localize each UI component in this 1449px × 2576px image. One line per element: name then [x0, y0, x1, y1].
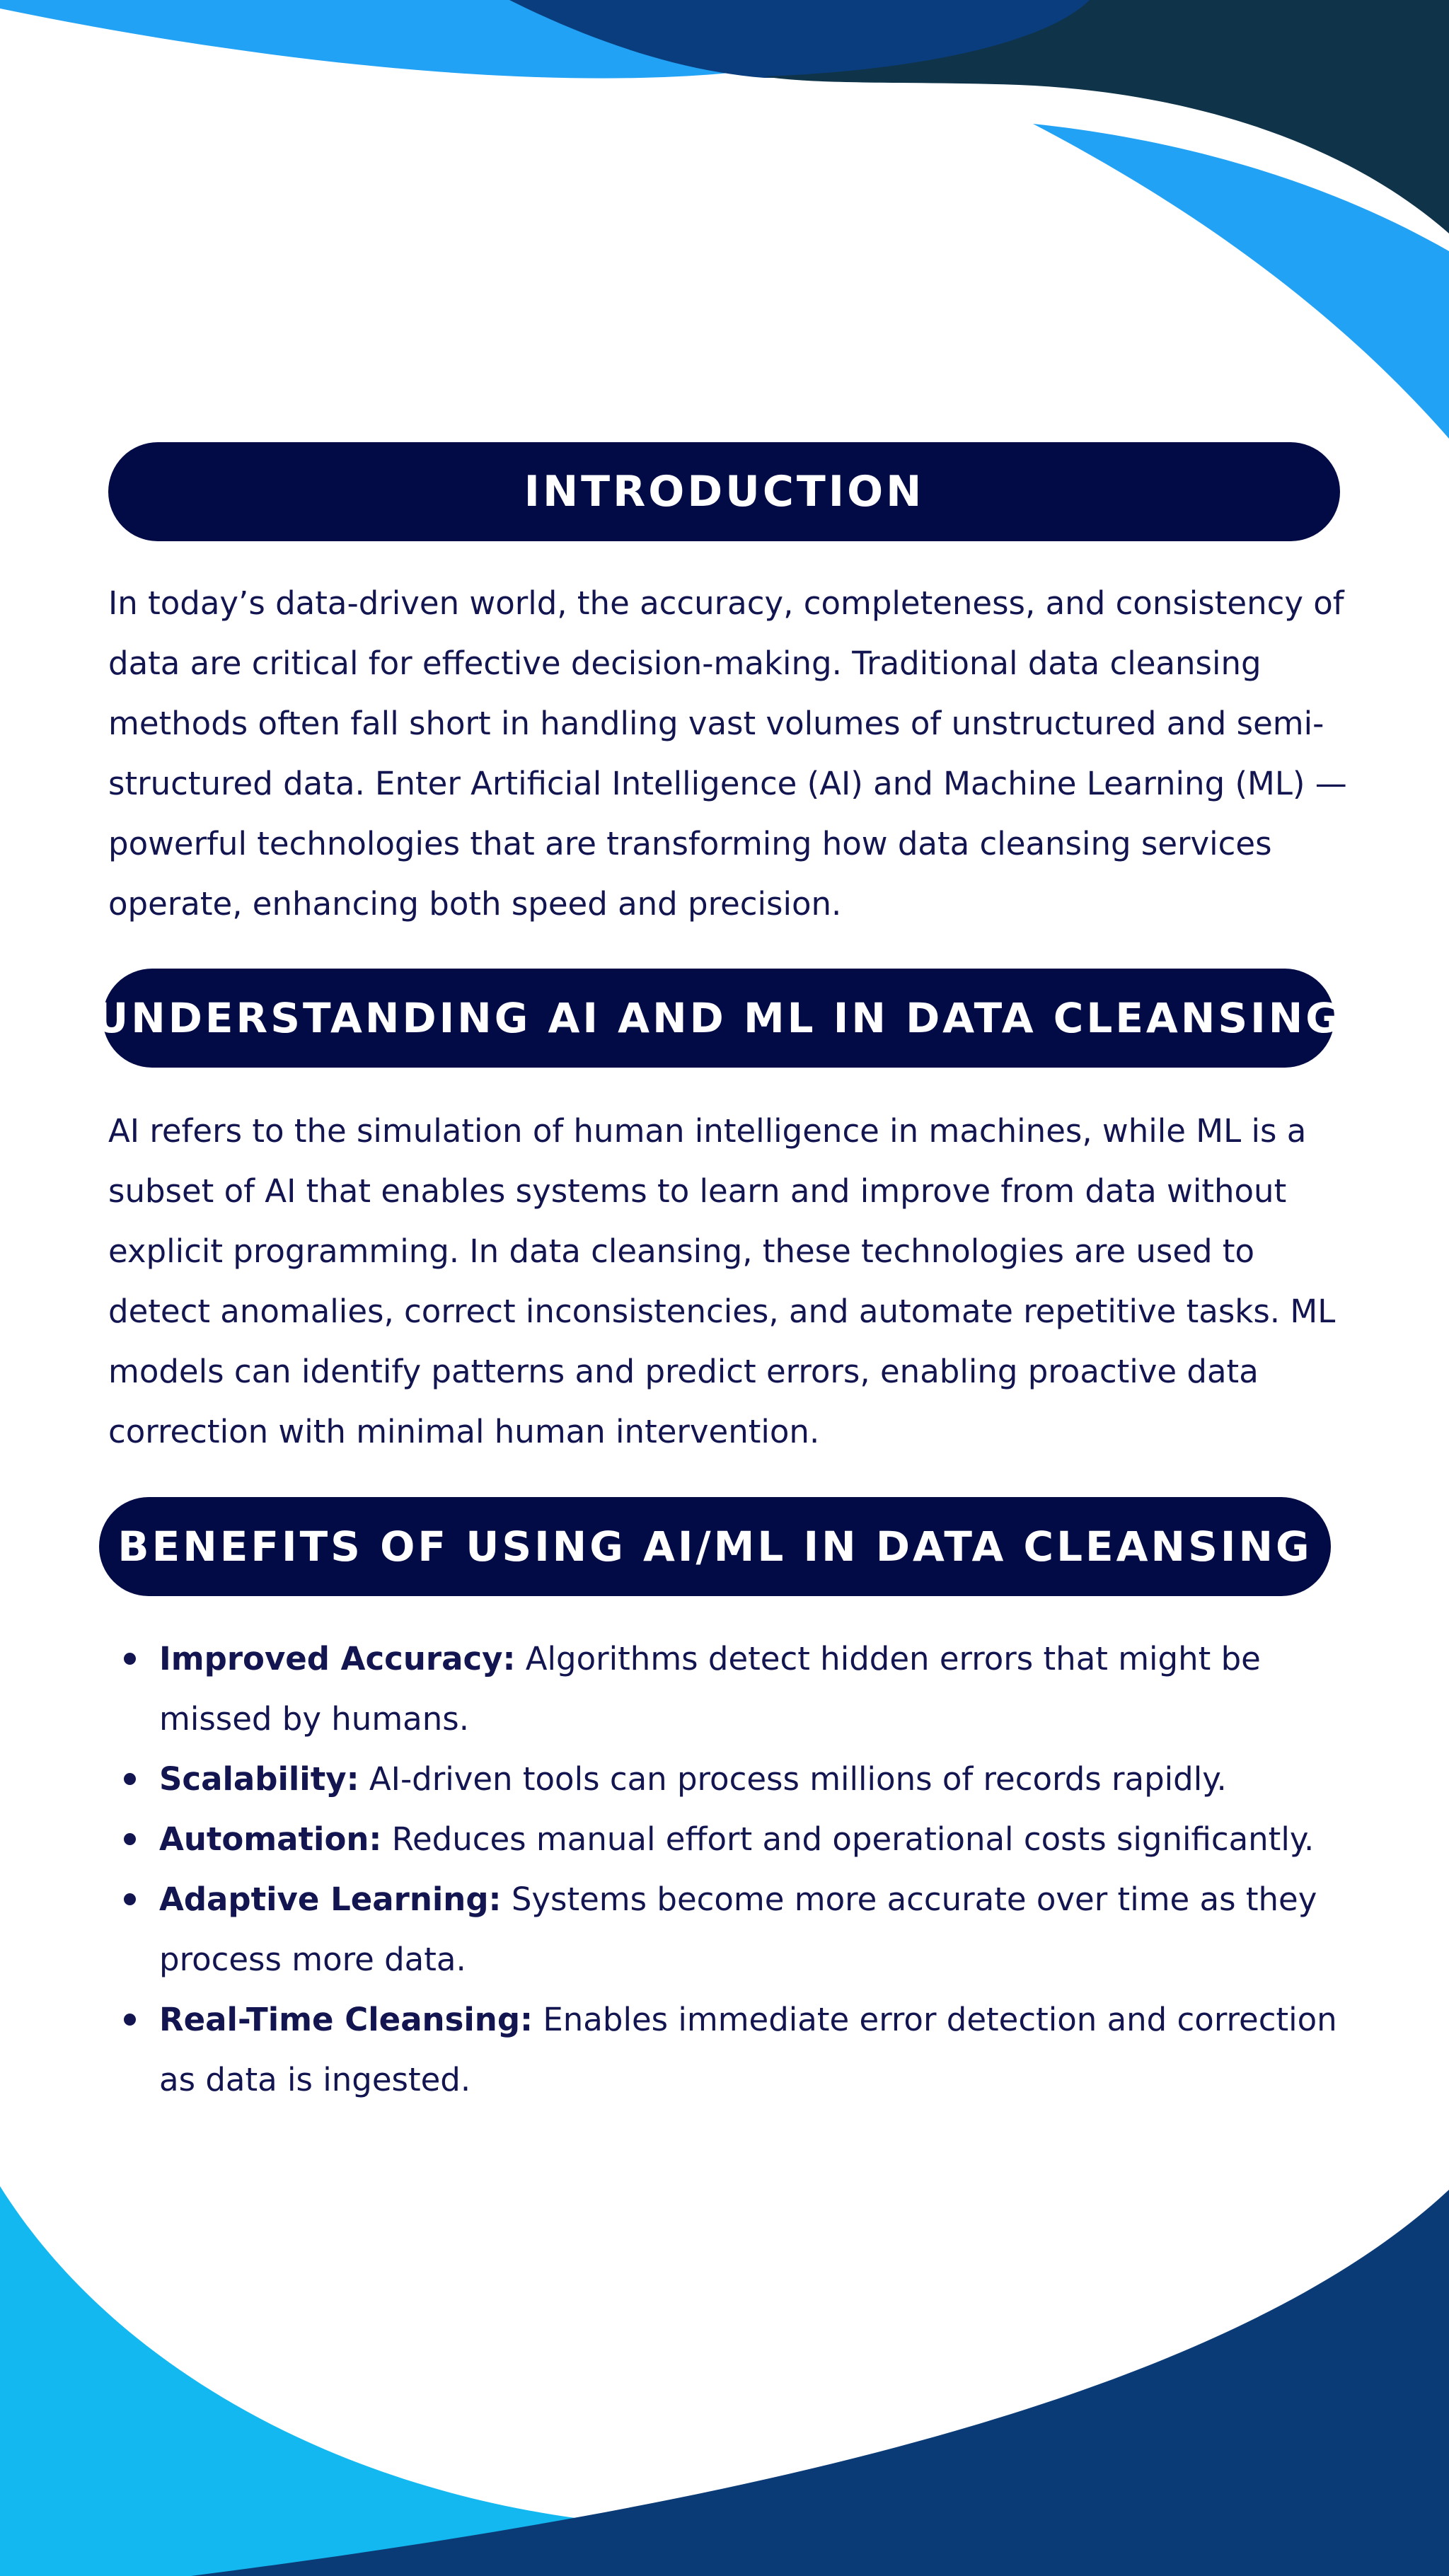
bottom-navy-wave — [191, 2190, 1449, 2576]
benefit-term: Improved Accuracy: — [159, 1640, 516, 1677]
benefit-item — [108, 1749, 1353, 1809]
top-right-blue-swoosh — [1033, 124, 1449, 439]
top-dark-teal-wave — [764, 0, 1449, 233]
bullet-icon — [124, 1773, 136, 1785]
benefit-item — [108, 1989, 1353, 2110]
benefit-term: Adaptive Learning: — [159, 1881, 502, 1918]
benefit-item — [108, 1809, 1353, 1869]
bottom-cyan-wave — [0, 2186, 708, 2576]
understanding-header — [95, 969, 1342, 1068]
top-light-blue-wave — [0, 0, 761, 79]
benefits-title: BENEFITS OF USING AI/ML IN DATA CLEANSING — [117, 1523, 1312, 1571]
benefit-term: Scalability: — [159, 1760, 359, 1798]
bullet-icon — [124, 2014, 136, 2026]
understanding-paragraph: AI refers to the simulation of human intelligence in machines, while ML is a subset of AI that enables systems to learn and improve from data without explicit programming. In data cleansing, these technologies are used to detect anomalies, correct inconsistencies, and automate repetitive tasks. ML models can identify patterns and predict errors, enabling proactive data correction with minimal human intervention. — [108, 1112, 1336, 1450]
benefits-list — [108, 1629, 1353, 2110]
bullet-icon — [124, 1833, 136, 1845]
benefit-term: Real-Time Cleansing: — [159, 2001, 533, 2038]
benefit-text: Enables immediate error detection and correction as data is ingested. — [159, 2001, 1337, 2098]
benefit-text: Reduces manual effort and operational costs significantly. — [381, 1820, 1315, 1858]
introduction-header — [108, 442, 1340, 541]
top-navy-wave — [509, 0, 1104, 78]
introduction-title: INTRODUCTION — [524, 467, 925, 516]
benefit-text: Systems become more accurate over time as they process more data. — [159, 1881, 1317, 1978]
understanding-title: UNDERSTANDING AI AND ML IN DATA CLEANSING — [95, 994, 1342, 1042]
benefit-text: AI-driven tools can process millions of records rapidly. — [359, 1760, 1227, 1798]
benefit-term: Automation: — [159, 1820, 382, 1858]
introduction-paragraph: In today’s data-driven world, the accuracy, completeness, and consistency of data are critical for effective decision-making. Traditional data cleansing methods often fall short in handling vast volumes of unstructured and semi-structured data. Enter Artificial Intelligence (AI) and Machine Learning (ML) — powerful technologies that are transforming how data cleansing services operate, enhancing both speed and precision. — [108, 584, 1347, 923]
benefit-item — [108, 1869, 1353, 1989]
benefits-header — [99, 1497, 1331, 1596]
benefit-text: Algorithms detect hidden errors that might be missed by humans. — [159, 1640, 1261, 1738]
benefit-item — [108, 1629, 1353, 1749]
bullet-icon — [124, 1653, 136, 1665]
bullet-icon — [124, 1893, 136, 1905]
